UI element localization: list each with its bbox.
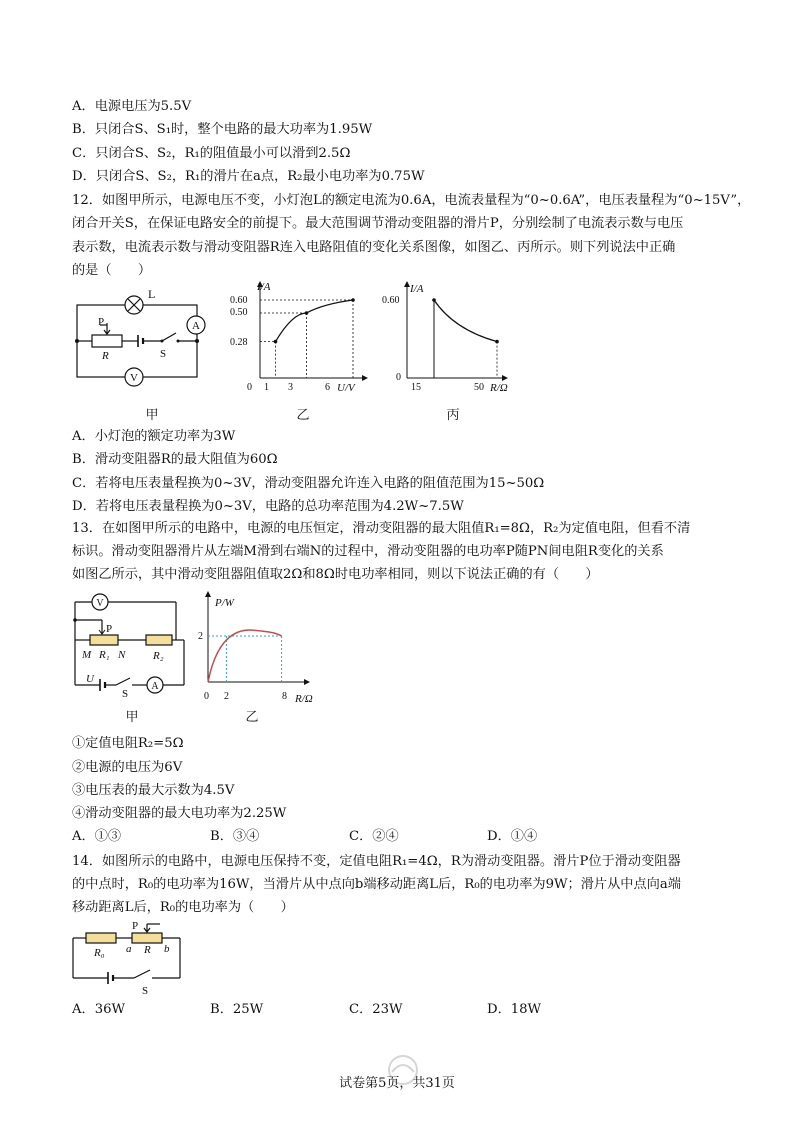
chart-bing-point-0 <box>432 298 436 302</box>
q11-option-a: A．电源电压为5.5V <box>72 99 192 114</box>
chart-bing-xlabel: R/Ω <box>490 382 508 394</box>
chart-bing-xtick-0: 0 <box>396 372 401 383</box>
q13-caption-jia: 甲 <box>125 710 139 725</box>
q13-source-label: U <box>86 673 94 685</box>
q14-stem-3: 移动距离L后，R₀的电功率为（ ） <box>72 900 294 915</box>
q12-stem-2: 闭合开关S，在保证电路安全的前提下。最大范围调节滑动变阻器的滑片P，分别绘制了电流表示数与电压 <box>72 216 684 231</box>
q13-statement-1: ①定值电阻R₂=5Ω <box>72 736 184 751</box>
ammeter-label: A <box>192 320 200 332</box>
chart-bing-point-1 <box>495 340 499 344</box>
q13-slider-label: P <box>106 623 113 635</box>
q14-circuit-diagram <box>70 918 190 998</box>
q13-option-b: B．③④ <box>210 829 260 844</box>
q14-r0-label: R₀ <box>94 947 105 959</box>
q12-option-b: B．滑动变阻器R的最大阻值为60Ω <box>72 452 278 467</box>
chart-yi-xlabel: U/V <box>337 382 355 394</box>
q13-r2-label: R₂ <box>153 650 164 662</box>
chart-13-ylabel: P/W <box>215 597 234 609</box>
q13-n-label: N <box>118 649 126 661</box>
q13-switch-label: S <box>122 688 129 700</box>
chart-yi-curve <box>276 300 354 342</box>
lamp-label: L <box>148 287 156 301</box>
page-footer: 试卷第5页，共31页 <box>339 1076 455 1091</box>
q14-stem-2: 的中点时，R₀的电功率为16W，当滑片从中点向b端移动距离L后，R₀的电功率为9W；滑片从中点向a端 <box>72 877 681 892</box>
chart-bing-xtick-2: 50 <box>474 382 484 393</box>
chart-13-xtick-0: 0 <box>204 691 209 702</box>
q12-option-a: A．小灯泡的额定功率为3W <box>72 429 236 444</box>
q13-ammeter-label: A <box>151 681 159 692</box>
q14-option-d: D．18W <box>487 1002 542 1017</box>
resistor-label: R <box>102 350 109 362</box>
q13-r1-label: R₁ <box>99 649 110 661</box>
q12-stem-3: 表示数，电流表示数与滑动变阻器R连入电路阻值的变化关系图像，如图乙、丙所示。则下列说法中正确 <box>72 240 676 255</box>
q12-stem-1: 12．如图甲所示，电源电压不变，小灯泡L的额定电流为0.6A，电流表量程为“0~0.6A”，电压表量程为“0~15V”， <box>72 193 751 208</box>
q13-option-a: A．①③ <box>72 829 122 844</box>
q13-stem-2: 标识。滑动变阻器滑片从左端M滑到右端N的过程中，滑动变阻器的电功率P随PN间电阻R变化的关系 <box>72 544 664 559</box>
q14-switch-label: S <box>142 985 149 997</box>
q14-slider-label: P <box>132 920 139 932</box>
chart-bing-marks <box>432 298 499 378</box>
q14-r-label: R <box>144 944 151 956</box>
chart-bing-curve <box>434 300 497 342</box>
q13-statement-2: ②电源的电压为6V <box>72 760 183 775</box>
chart-13-marks <box>208 630 282 682</box>
caption-bing: 丙 <box>446 408 460 423</box>
chart-yi-xtick-0: 0 <box>247 382 252 393</box>
q13-voltmeter-label: V <box>96 598 104 609</box>
q12-chart-yi <box>225 280 375 395</box>
caption-jia: 甲 <box>145 408 159 423</box>
q13-statement-4: ④滑动变阻器的最大电功率为2.25W <box>72 806 287 821</box>
q14-a-label: a <box>126 943 132 955</box>
q13-caption-yi: 乙 <box>245 710 259 725</box>
q14-b-label: b <box>164 943 170 955</box>
q12-option-d: D．若将电压表量程换为0~3V，电路的总功率范围为4.2W~7.5W <box>72 499 464 514</box>
chart-yi-point-2 <box>351 298 355 302</box>
chart-yi-ytick-0: 0.28 <box>230 337 248 348</box>
q11-option-b: B．只闭合S、S₁时，整个电路的最大功率为1.95W <box>72 122 373 137</box>
q11-option-c: C．只闭合S、S₂，R₁的阻值最小可以滑到2.5Ω <box>72 146 351 161</box>
q13-circuit-diagram <box>72 590 192 702</box>
chart-yi-xtick-2: 3 <box>288 382 293 393</box>
q13-statement-3: ③电压表的最大示数为4.5V <box>72 783 235 798</box>
q13-stem-3: 如图乙所示，其中滑动变阻器阻值取2Ω和8Ω时电功率相同，则以下说法正确的有（ ） <box>72 567 599 582</box>
chart-yi-ytick-2: 0.60 <box>230 295 248 306</box>
q12-option-c: C．若将电压表量程换为0~3V，滑动变阻器允许连入电路的阻值范围为15~50Ω <box>72 476 545 491</box>
q13-option-c: C．②④ <box>349 829 399 844</box>
chart-13-xlabel: R/Ω <box>295 693 313 705</box>
q13-stem-1: 13．在如图甲所示的电路中，电源的电压恒定，滑动变阻器的最大阻值R₁=8Ω，R₂为定值电阻，但看不清 <box>72 521 691 536</box>
chart-yi-ylabel: I/A <box>257 281 271 293</box>
q13-chart-yi <box>195 590 330 705</box>
chart-yi-marks <box>260 298 355 378</box>
q12-circuit-diagram <box>72 285 212 395</box>
chart-13-curve <box>208 630 282 682</box>
chart-yi-point-0 <box>274 340 278 344</box>
chart-yi-ytick-1: 0.50 <box>230 307 248 318</box>
chart-13-ytick-0: 2 <box>198 631 203 642</box>
chart-bing-xtick-1: 15 <box>411 382 421 393</box>
q14-option-c: C．23W <box>349 1002 403 1017</box>
chart-yi-xtick-3: 6 <box>325 382 330 393</box>
chart-bing-ylabel: I/A <box>410 283 424 295</box>
slider-label: P <box>98 316 105 328</box>
chart-yi-point-1 <box>305 311 309 315</box>
q14-option-a: A．36W <box>72 1002 126 1017</box>
switch-label: S <box>160 348 167 360</box>
q11-option-d: D．只闭合S、S₂，R₁的滑片在a点，R₂最小电功率为0.75W <box>72 169 425 184</box>
q14-option-b: B．25W <box>210 1002 264 1017</box>
q14-stem-1: 14．如图所示的电路中，电源电压保持不变，定值电阻R₁=4Ω，R为滑动变阻器。滑片P位于滑动变阻器 <box>72 854 681 869</box>
chart-yi-xtick-1: 1 <box>264 382 269 393</box>
q12-chart-bing <box>380 280 520 395</box>
chart-13-xtick-2: 8 <box>282 691 287 702</box>
chart-13-xtick-1: 2 <box>224 691 229 702</box>
caption-yi: 乙 <box>296 408 310 423</box>
chart-bing-ytick-0: 0.60 <box>382 295 400 306</box>
q13-m-label: M <box>82 649 92 661</box>
q13-option-d: D．①④ <box>487 829 538 844</box>
voltmeter-label: V <box>130 372 138 384</box>
q12-stem-4: 的是（ ） <box>72 263 152 278</box>
